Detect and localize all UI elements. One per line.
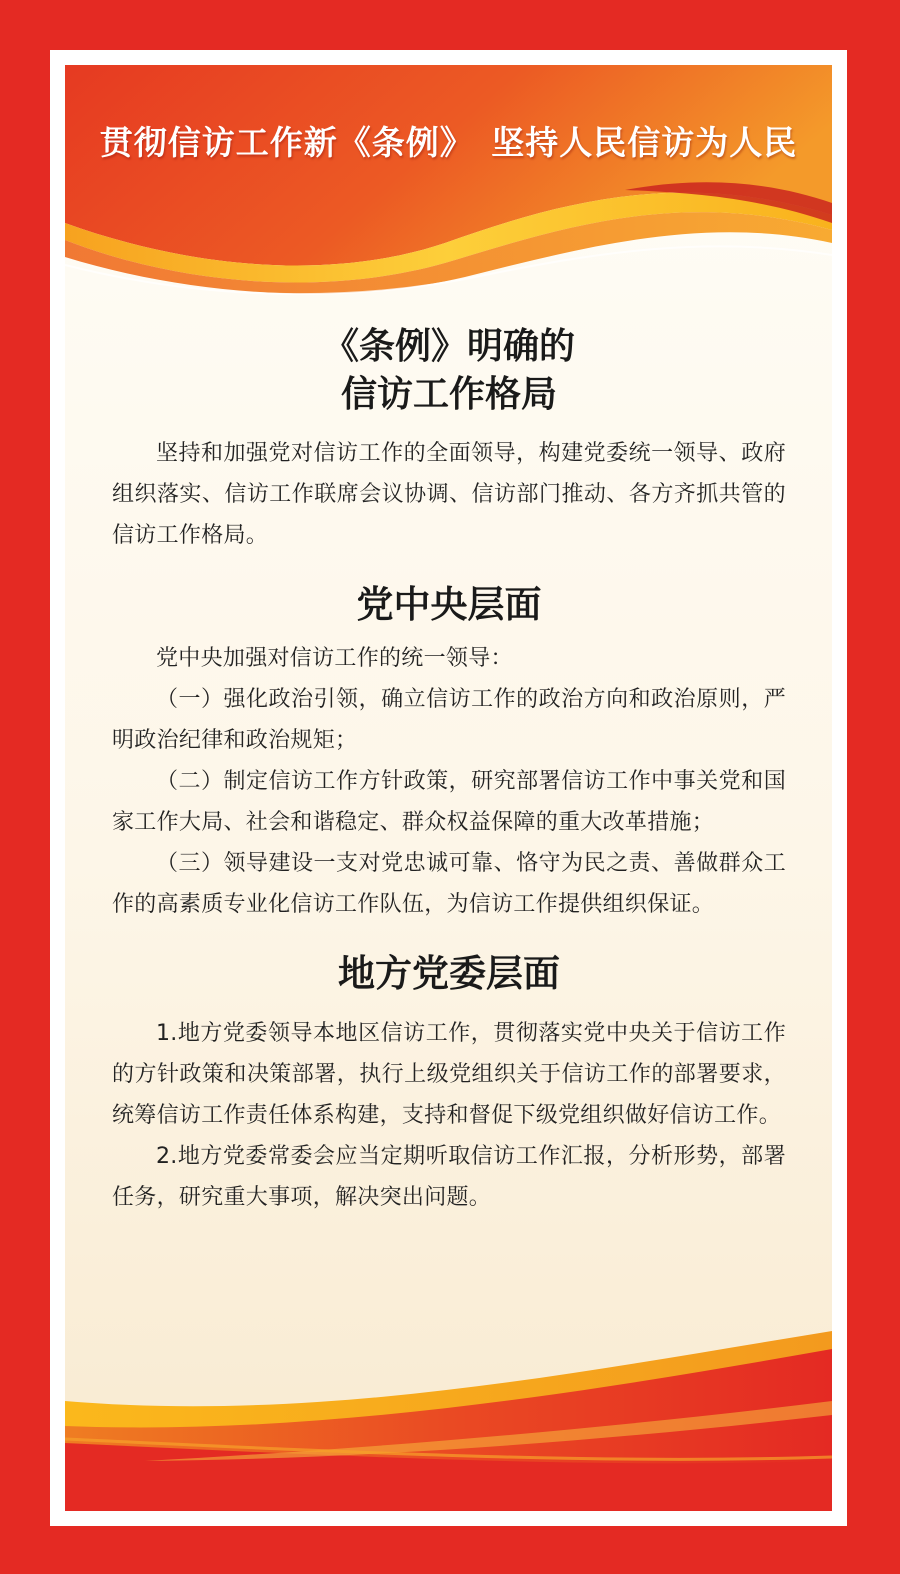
banner-title: 贯彻信访工作新《条例》 坚持人民信访为人民	[99, 123, 798, 162]
section2-intro: 党中央加强对信访工作的统一领导：	[156, 646, 513, 671]
section3-item-1: 1.地方党委领导本地区信访工作，贯彻落实党中央关于信访工作的方针政策和决策部署，执行上级党组织关于信访工作的部署要求，统筹信访工作责任体系构建，支持和督促下级党组织做好信访工作。	[112, 1021, 786, 1128]
poster-frame	[50, 50, 847, 1526]
section1-title-line1: 《条例》明确的	[322, 326, 575, 367]
section1-title-line2: 信访工作格局	[340, 374, 557, 415]
section1-paragraph: 坚持和加强党对信访工作的全面领导，构建党委统一领导、政府组织落实、信访工作联席会议协调、信访部门推动、各方齐抓共管的信访工作格局。	[112, 441, 786, 548]
section3-item-2: 2.地方党委常委会应当定期听取信访工作汇报，分析形势，部署任务，研究重大事项，解决突出问题。	[112, 1144, 786, 1210]
section2-item-3: （三）领导建设一支对党忠诚可靠、恪守为民之责、善做群众工作的高素质专业化信访工作队伍，为信访工作提供组织保证。	[112, 851, 786, 917]
top-banner	[65, 65, 832, 295]
section2-item-2: （二）制定信访工作方针政策，研究部署信访工作中事关党和国家工作大局、社会和谐稳定、群众权益保障的重大改革措施；	[112, 769, 786, 835]
poster-body	[65, 65, 832, 1511]
bottom-banner	[65, 1331, 832, 1511]
main-content	[112, 323, 786, 1218]
section1-title	[112, 323, 786, 419]
section3-title: 地方党委层面	[338, 952, 560, 995]
section2-item-1: （一）强化政治引领，确立信访工作的政治方向和政治原则，严明政治纪律和政治规矩；	[112, 687, 786, 753]
section2-title: 党中央层面	[356, 583, 542, 626]
